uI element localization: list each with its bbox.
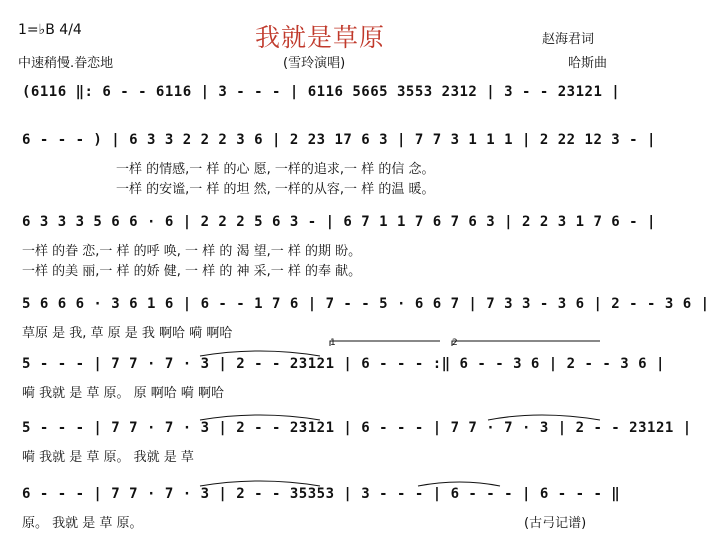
volta-2-bracket bbox=[452, 341, 600, 346]
slur-row5 bbox=[200, 351, 320, 356]
score-row-2-lyrics-verse-1: 一样 的情感,一 样 的心 愿, 一样的追求,一 样 的信 念。 bbox=[116, 162, 435, 177]
score-row-2-lyrics-verse-2: 一样 的安谧,一 样 的坦 然, 一样的从容,一 样 的温 暖。 bbox=[116, 182, 435, 197]
tempo-marking: 中速稍慢.眷恋地 bbox=[18, 56, 114, 71]
score-row-7-lyrics: 原。 我就 是 草 原。 bbox=[22, 516, 143, 531]
volta-1-label: 1 bbox=[330, 338, 336, 348]
score-row-4-lyrics: 草原 是 我, 草 原 是 我 啊哈 嗬 啊哈 bbox=[22, 326, 233, 341]
composer-credit: 哈斯曲 bbox=[568, 56, 608, 71]
score-row-5-lyrics: 嗬 我就 是 草 原。 原 啊哈 嗬 啊哈 bbox=[22, 386, 225, 401]
score-row-2-notes: 6 - - - ) | 6 3 3 2 2 2 3 6 | 2 23 17 6 3 | 7 7 3 1 1 1 | 2 22 12 3 - | bbox=[22, 132, 656, 148]
slur-row6a bbox=[200, 415, 320, 420]
singer-credit: (雪玲演唱) bbox=[283, 56, 346, 71]
score-row-3-notes: 6 3 3 3 5 6 6 · 6 | 2 2 2 5 6 3 - | 6 7 1 1 7 6 7 6 3 | 2 2 3 1 7 6 - | bbox=[22, 214, 656, 230]
volta-1-bracket bbox=[330, 341, 440, 346]
slur-row7b bbox=[418, 482, 500, 486]
song-title: 我就是草原 bbox=[254, 23, 385, 52]
score-row-3-lyrics-verse-2: 一样 的美 丽,一 样 的娇 健, 一 样 的 神 采,一 样 的奉 献。 bbox=[22, 264, 362, 279]
score-row-7-notes: 6 - - - | 7 7 · 7 · 3 | 2 - - 35353 | 3 - - - | 6 - - - | 6 - - - ‖ bbox=[22, 486, 621, 502]
transcriber-credit: (古弓记谱) bbox=[524, 516, 587, 531]
score-row-3-lyrics-verse-1: 一样 的眷 恋,一 样 的呼 唤, 一 样 的 渴 望,一 样 的期 盼。 bbox=[22, 244, 362, 259]
score-row-4-notes: 5 6 6 6 · 3 6 1 6 | 6 - - 1 7 6 | 7 - - 5 · 6 6 7 | 7 3 3 - 3 6 | 2 - - 3 6 | bbox=[22, 296, 710, 312]
score-row-6-lyrics: 嗬 我就 是 草 原。 我就 是 草 bbox=[22, 450, 194, 465]
score-row-1-notes: (6116 ‖: 6 - - 6116 | 3 - - - | 6116 5665 3553 2312 | 3 - - 23121 | bbox=[22, 84, 621, 100]
lyricist-credit: 赵海君词 bbox=[542, 32, 595, 47]
slur-row7 bbox=[200, 481, 320, 486]
volta-2-label: 2 bbox=[452, 338, 458, 348]
slur-row6b bbox=[488, 415, 600, 420]
score-row-5-notes: 5 - - - | 7 7 · 7 · 3 | 2 - - 23121 | 6 - - - :‖ 6 - - 3 6 | 2 - - 3 6 | bbox=[22, 356, 665, 372]
score-row-6-notes: 5 - - - | 7 7 · 7 · 3 | 2 - - 23121 | 6 - - - | 7 7 · 7 · 3 | 2 - - 23121 | bbox=[22, 420, 692, 436]
key-signature: 1=♭B 4/4 bbox=[18, 22, 82, 38]
